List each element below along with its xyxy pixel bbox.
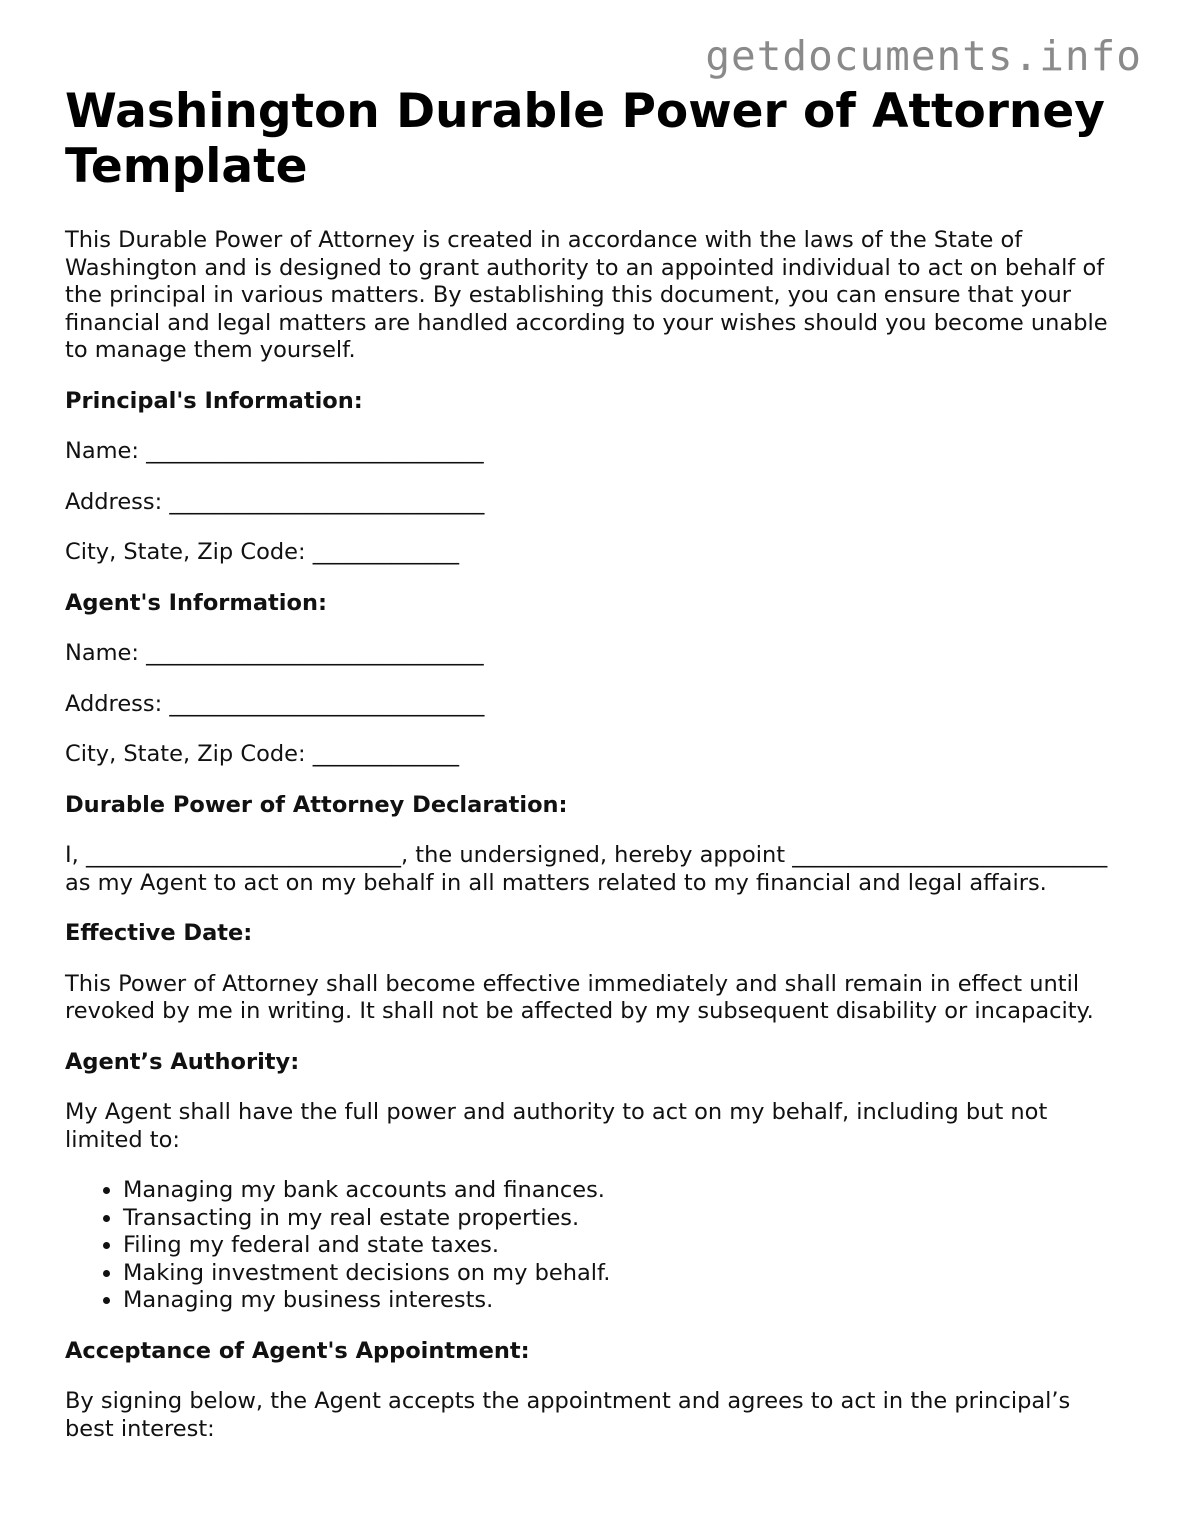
list-item: • Managing my bank accounts and finances. (123, 1177, 1125, 1205)
declaration-heading: Durable Power of Attorney Declaration: (65, 791, 568, 818)
agent-heading: Agent's Information: (65, 589, 327, 616)
acceptance-text: By signing below, the Agent accepts the appointment and agrees to act in the principal’s best interest: (65, 1388, 1071, 1442)
authority-text: My Agent shall have the full power and authority to act on my behalf, including but not limited to: (65, 1099, 1048, 1153)
agent-city-field: City, State, Zip Code: _____________ (65, 741, 459, 767)
principal-name-field: Name: ______________________________ (65, 438, 484, 464)
effective-date-heading: Effective Date: (65, 920, 253, 946)
intro-paragraph: This Durable Power of Attorney is created in accordance with the laws of the State of Washington and is designed to grant authority to an appointed individual to act on behalf of the principal in various matters. By establishing this document, you can ensure that your financial and legal matters are handled according to your wishes should you become unable to manage them yourself. (65, 227, 1108, 363)
agent-name-field: Name: ______________________________ (65, 640, 484, 666)
declaration-text: I, ____________________________, the undersigned, hereby appoint ____________________________ as my Agent to act on my behalf in all matters related to my financial and legal affairs. (65, 842, 1108, 896)
document-page (65, 84, 1125, 1443)
list-item: • Managing my business interests. (123, 1287, 1125, 1315)
list-item: • Transacting in my real estate properties. (123, 1205, 1125, 1233)
list-item: • Filing my federal and state taxes. (123, 1232, 1125, 1260)
document-title: Washington Durable Power of Attorney Template (65, 84, 1105, 194)
effective-date-text: This Power of Attorney shall become effective immediately and shall remain in effect until revoked by me in writing. It shall not be affected by my subsequent disability or incapacity. (65, 970, 1094, 1024)
principal-heading: Principal's Information: (65, 387, 363, 414)
watermark: getdocuments.info (705, 32, 1142, 80)
acceptance-heading: Acceptance of Agent's Appointment: (65, 1337, 530, 1364)
authority-heading: Agent’s Authority: (65, 1048, 300, 1075)
principal-address-field: Address: ____________________________ (65, 488, 485, 515)
list-item: • Making investment decisions on my behalf. (123, 1260, 1125, 1288)
authority-list (65, 1177, 1125, 1315)
agent-address-field: Address: ____________________________ (65, 690, 485, 717)
principal-city-field: City, State, Zip Code: _____________ (65, 539, 459, 565)
